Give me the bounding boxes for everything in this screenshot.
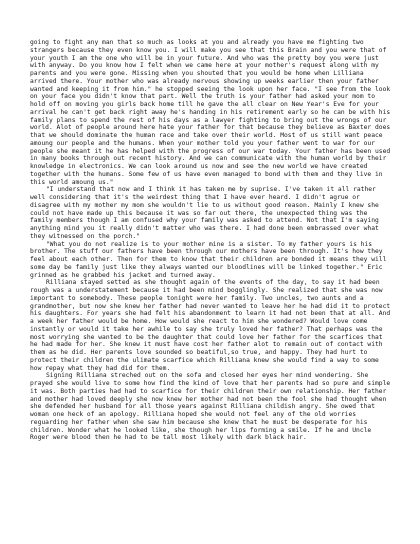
paragraph-4: Rilliana stayed setted as she thought again of the events of the day, to say it had been rough was a understatement because it had been mind bogglingly. She realized that she was now important to somebody. These people tonight were her family. Two uncles, two aunts and a grandmother, but now she knew her father had never wanted to leave her he had did it to protect his daughters. For years she had felt his abandonment to learn it had not been that at all. And a week her father would be home. How would she react to him she wondered? Would love come instantly or would it take her awhile to say she truly loved her father? That perhaps was the most worrying she wanted to be the daughter that could love her father for the scarfices that he had made for her. She knew it must have cost her father alot to remain out of contact with them as he did. Her parents love sounded so beatiful,so true, and happy. They had hurt to protect their children the ulimate scarfice which Rilliana knew she would find a way to some how repay what they had did for them.	[30, 279, 391, 372]
paragraph-1: going to fight any man that so much as looks at you and already you have me fighting two strangers because they even know you. I will make you see that this Brain and you were that of your youth I am the one who will be in your future. And who was the pretty boy you were just with anyway. Do you know how I felt when we came here at your mother's request along with my parents and you were gone. Missing when you shouted that you would be home when Lilliana arrived there. Your mother who was already nervous showing up weeks earlier then your father wanted and keeping it from him." he stopped seeing the look upon her face. "I see from the look on your face you didn't know that part. Well the truth is your father had asked your mom to hold off on moving you girls back home till he gave the all clear on New Year's Eve for your arrival he can't get back right away he's handing in his retirement early so he can be with his family plans to spend the rest of his days as a lawyer fighting to bring out the wrongs of our world. Alot of people around here hate your father for that because they believe as Baxter does that we should dominate the human race and take over their world. Most of us still want peace amoung our people and the humans. When your mother told you your father went to war for our people she meant it he has helped with the progress of our war today. Your father has been used in many books through out recent history. And we can communicate with the human world by their knowledge in electronics. We can look around us now and see the new world we have created together with the humans. Some few of us have even managed to bond with them and they live in this world amoung us."	[30, 39, 391, 186]
document-body	[30, 39, 392, 442]
paragraph-3: "What you do not realize is to your mother mine is a sister. To my father yours is his brother. The stuff our fathers have been through our mothers have been through. It's how they feel about each other. Then for them to know that their children are bonded it means they will some day be family just like they always wanted our bloodlines will be linked together." Eric grinned as he grabbed his jacket and turned away.	[30, 240, 387, 279]
paragraph-2: "I understand that now and I think it has taken me by suprise. I've taken it all rather well considering that it's the weirdest thing that I have ever heard. I didn't agrue or disagree with my mother my mom she wouldn't lie to us without good reason. Mainly I knew she could not have made up this because it was so far out there, the unexpected thing was the family members though I am confused why your family was asked to attend. Not that I'm saying anything mind you it really didn't matter who was there. I had done been embrassed over what they witnessed on the porch."	[30, 186, 379, 240]
paragraph-5: Signing Rilliana streched out on the sofa and closed her eyes her mind wondering. She prayed she would live to some how find the kind of love that her parents had so pure and simple it was. Both parties had had to scarfice for their children their own relationship. Her father and mother had loved deeply she now knew her mother had not been the fool she had thought when she defended her husband for all those years against Rilliana childish angry. She owed that woman one heck of an apology. Rilliana hoped she would not feel any of the old worries reguarding her father when she saw him because she knew that he must be desperate for his children. Wonder what he looked like, she though her lips forming a smile. If he and Uncle Roger were blood then he had to be tall most likely with dark black hair.	[30, 372, 391, 442]
